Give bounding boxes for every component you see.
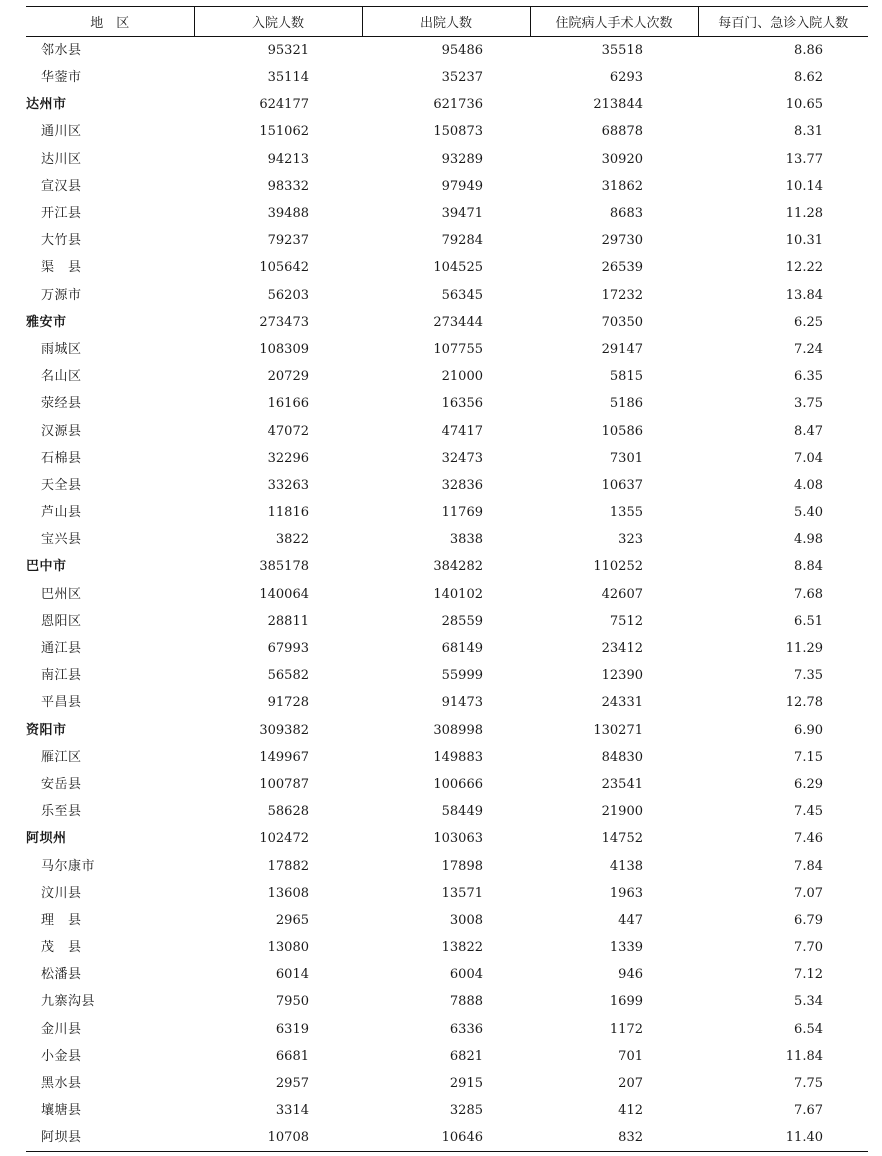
er-rate-cell: 8.84 bbox=[794, 559, 823, 575]
surgeries-cell: 6293 bbox=[609, 70, 643, 86]
er-rate-cell: 4.98 bbox=[794, 532, 823, 548]
admissions-cell: 13080 bbox=[267, 940, 309, 956]
admissions-cell: 102472 bbox=[259, 831, 309, 847]
surgeries-cell: 23541 bbox=[601, 776, 643, 792]
er-rate-cell: 7.15 bbox=[794, 749, 823, 765]
region-cell: 阿坝县 bbox=[26, 1124, 194, 1152]
surgeries-cell: 29730 bbox=[601, 233, 643, 249]
region-cell: 马尔康市 bbox=[41, 858, 96, 874]
surgeries-cell: 14752 bbox=[601, 831, 643, 847]
table-row bbox=[26, 417, 868, 444]
er-rate-cell: 7.70 bbox=[794, 940, 823, 956]
surgeries-cell: 130271 bbox=[593, 722, 643, 738]
admissions-cell: 47072 bbox=[267, 423, 309, 439]
table-row bbox=[26, 499, 868, 526]
table-row bbox=[26, 227, 868, 254]
discharges-cell: 3285 bbox=[449, 1103, 483, 1119]
admissions-cell: 11816 bbox=[267, 505, 309, 521]
er-rate-cell: 8.86 bbox=[794, 43, 823, 58]
table-row bbox=[26, 1124, 868, 1152]
discharges-cell: 28559 bbox=[441, 613, 483, 629]
table-row bbox=[26, 581, 868, 608]
admissions-cell: 140064 bbox=[259, 586, 309, 602]
er-rate-cell: 7.75 bbox=[794, 1076, 823, 1092]
admissions-cell: 6319 bbox=[275, 1021, 309, 1037]
table-row-city bbox=[26, 309, 868, 336]
discharges-cell: 621736 bbox=[433, 97, 483, 113]
header-row bbox=[26, 7, 868, 37]
er-rate-cell: 7.04 bbox=[794, 450, 823, 466]
er-rate-cell: 12.22 bbox=[785, 260, 823, 276]
er-rate-cell: 12.78 bbox=[785, 695, 823, 711]
region-cell: 达川区 bbox=[41, 151, 82, 167]
er-rate-cell: 10.31 bbox=[785, 233, 823, 249]
table-row bbox=[26, 852, 868, 879]
discharges-cell: 32836 bbox=[441, 477, 483, 493]
surgeries-cell: 10586 bbox=[601, 423, 643, 439]
surgeries-cell: 1172 bbox=[609, 1021, 643, 1037]
table-row bbox=[26, 689, 868, 716]
table-row bbox=[26, 934, 868, 961]
header-er-rate: 每百门、急诊入院人数 bbox=[698, 7, 868, 37]
discharges-cell: 13822 bbox=[441, 940, 483, 956]
surgeries-cell: 323 bbox=[618, 532, 643, 548]
er-rate-cell: 6.25 bbox=[794, 314, 823, 330]
admissions-cell: 149967 bbox=[259, 749, 309, 765]
region-cell: 巴州区 bbox=[41, 586, 82, 602]
admissions-cell: 6681 bbox=[275, 1048, 309, 1064]
surgeries-cell: 10637 bbox=[601, 477, 643, 493]
region-cell: 乐至县 bbox=[41, 804, 82, 820]
surgeries-cell: 68878 bbox=[601, 124, 643, 140]
discharges-cell: 35237 bbox=[441, 70, 483, 86]
surgeries-cell: 946 bbox=[618, 967, 643, 983]
region-cell: 汶川县 bbox=[41, 885, 82, 901]
surgeries-cell: 5815 bbox=[609, 369, 643, 385]
table-row bbox=[26, 526, 868, 553]
region-cell: 华蓥市 bbox=[41, 70, 82, 86]
surgeries-cell: 701 bbox=[618, 1048, 643, 1064]
er-rate-cell: 7.67 bbox=[794, 1103, 823, 1119]
surgeries-cell: 42607 bbox=[601, 586, 643, 602]
table-row-city bbox=[26, 825, 868, 852]
table-row bbox=[26, 1043, 868, 1070]
discharges-cell: 6336 bbox=[449, 1021, 483, 1037]
admissions-cell: 2957 bbox=[275, 1076, 309, 1092]
admissions-cell: 6014 bbox=[275, 967, 309, 983]
surgeries-cell: 110252 bbox=[593, 559, 643, 575]
region-cell: 茂 县 bbox=[41, 940, 82, 956]
discharges-cell: 103063 bbox=[433, 831, 483, 847]
admissions-cell: 309382 bbox=[259, 722, 309, 738]
er-rate-cell: 4.08 bbox=[794, 477, 823, 493]
table-row-city bbox=[26, 91, 868, 118]
admissions-cell: 273473 bbox=[259, 314, 309, 330]
surgeries-cell: 31862 bbox=[601, 178, 643, 194]
admissions-cell: 20729 bbox=[267, 369, 309, 385]
surgeries-cell: 17232 bbox=[601, 287, 643, 303]
er-rate-cell: 7.84 bbox=[794, 858, 823, 874]
admissions-cell: 67993 bbox=[267, 641, 309, 657]
admissions-cell: 7950 bbox=[275, 994, 309, 1010]
region-cell: 小金县 bbox=[41, 1048, 82, 1064]
admissions-cell: 2965 bbox=[275, 912, 309, 928]
region-cell: 恩阳区 bbox=[41, 613, 82, 629]
region-cell: 通川区 bbox=[41, 124, 82, 140]
region-cell: 邻水县 bbox=[41, 43, 82, 58]
region-cell: 南江县 bbox=[41, 668, 82, 684]
discharges-cell: 150873 bbox=[433, 124, 483, 140]
er-rate-cell: 10.14 bbox=[785, 178, 823, 194]
discharges-cell: 58449 bbox=[441, 804, 483, 820]
surgeries-cell: 1339 bbox=[609, 940, 643, 956]
surgeries-cell: 29147 bbox=[601, 341, 643, 357]
er-rate-cell: 6.90 bbox=[794, 722, 823, 738]
er-rate-cell: 11.40 bbox=[698, 1124, 868, 1152]
table-row bbox=[26, 798, 868, 825]
er-rate-cell: 6.54 bbox=[794, 1021, 823, 1037]
admissions-cell: 28811 bbox=[267, 613, 309, 629]
surgeries-cell: 7301 bbox=[609, 450, 643, 466]
discharges-cell: 55999 bbox=[441, 668, 483, 684]
er-rate-cell: 7.24 bbox=[794, 341, 823, 357]
surgeries-cell: 70350 bbox=[601, 314, 643, 330]
er-rate-cell: 7.07 bbox=[794, 885, 823, 901]
region-cell: 松潘县 bbox=[41, 967, 82, 983]
admissions-cell: 17882 bbox=[267, 858, 309, 874]
table-row bbox=[26, 118, 868, 145]
er-rate-cell: 11.84 bbox=[785, 1048, 823, 1064]
surgeries-cell: 30920 bbox=[601, 151, 643, 167]
table-row bbox=[26, 37, 868, 65]
region-cell: 万源市 bbox=[41, 287, 82, 303]
admissions-cell: 39488 bbox=[267, 206, 309, 222]
region-cell: 名山区 bbox=[41, 369, 82, 385]
discharges-cell: 7888 bbox=[449, 994, 483, 1010]
er-rate-cell: 10.65 bbox=[785, 97, 823, 113]
table-row bbox=[26, 64, 868, 91]
er-rate-cell: 11.29 bbox=[785, 641, 823, 657]
table-row bbox=[26, 336, 868, 363]
header-region: 地 区 bbox=[26, 7, 194, 37]
table-row bbox=[26, 390, 868, 417]
admissions-cell: 385178 bbox=[259, 559, 309, 575]
surgeries-cell: 8683 bbox=[609, 206, 643, 222]
discharges-cell: 13571 bbox=[441, 885, 483, 901]
hospital-admissions-table bbox=[26, 6, 868, 1152]
surgeries-cell: 1699 bbox=[609, 994, 643, 1010]
region-cell: 开江县 bbox=[41, 206, 82, 222]
discharges-cell: 91473 bbox=[441, 695, 483, 711]
table-row bbox=[26, 1070, 868, 1097]
er-rate-cell: 13.84 bbox=[785, 287, 823, 303]
er-rate-cell: 7.46 bbox=[794, 831, 823, 847]
admissions-cell: 33263 bbox=[267, 477, 309, 493]
discharges-cell: 104525 bbox=[433, 260, 483, 276]
discharges-cell: 21000 bbox=[441, 369, 483, 385]
table-row bbox=[26, 282, 868, 309]
surgeries-cell: 84830 bbox=[601, 749, 643, 765]
surgeries-cell: 5186 bbox=[609, 396, 643, 412]
region-cell: 渠 县 bbox=[41, 260, 82, 276]
surgeries-cell: 12390 bbox=[601, 668, 643, 684]
table-body bbox=[26, 37, 868, 1152]
er-rate-cell: 6.29 bbox=[794, 776, 823, 792]
discharges-cell: 10646 bbox=[362, 1124, 530, 1152]
region-cell: 阿坝州 bbox=[26, 831, 67, 847]
table-row bbox=[26, 1097, 868, 1124]
table-row bbox=[26, 907, 868, 934]
header-admissions: 入院人数 bbox=[194, 7, 362, 37]
er-rate-cell: 8.31 bbox=[794, 124, 823, 140]
discharges-cell: 16356 bbox=[441, 396, 483, 412]
discharges-cell: 79284 bbox=[441, 233, 483, 249]
region-cell: 安岳县 bbox=[41, 776, 82, 792]
region-cell: 汉源县 bbox=[41, 423, 82, 439]
region-cell: 达州市 bbox=[26, 97, 67, 113]
discharges-cell: 308998 bbox=[433, 722, 483, 738]
discharges-cell: 100666 bbox=[433, 776, 483, 792]
admissions-cell: 94213 bbox=[267, 151, 309, 167]
admissions-cell: 79237 bbox=[267, 233, 309, 249]
admissions-cell: 16166 bbox=[267, 396, 309, 412]
discharges-cell: 39471 bbox=[441, 206, 483, 222]
surgeries-cell: 4138 bbox=[609, 858, 643, 874]
table-row bbox=[26, 744, 868, 771]
admissions-cell: 624177 bbox=[259, 97, 309, 113]
header-discharges: 出院人数 bbox=[362, 7, 530, 37]
admissions-cell: 13608 bbox=[267, 885, 309, 901]
surgeries-cell: 1963 bbox=[609, 885, 643, 901]
discharges-cell: 56345 bbox=[441, 287, 483, 303]
region-cell: 壤塘县 bbox=[41, 1103, 82, 1119]
admissions-cell: 105642 bbox=[259, 260, 309, 276]
surgeries-cell: 23412 bbox=[601, 641, 643, 657]
region-cell: 平昌县 bbox=[41, 695, 82, 711]
discharges-cell: 3008 bbox=[449, 912, 483, 928]
table-row bbox=[26, 254, 868, 281]
discharges-cell: 97949 bbox=[441, 178, 483, 194]
table-row-city bbox=[26, 717, 868, 744]
region-cell: 天全县 bbox=[41, 477, 82, 493]
admissions-cell: 58628 bbox=[267, 804, 309, 820]
er-rate-cell: 5.40 bbox=[794, 505, 823, 521]
region-cell: 理 县 bbox=[41, 912, 82, 928]
region-cell: 雨城区 bbox=[41, 341, 82, 357]
admissions-cell: 98332 bbox=[267, 178, 309, 194]
discharges-cell: 3838 bbox=[449, 532, 483, 548]
region-cell: 通江县 bbox=[41, 641, 82, 657]
er-rate-cell: 7.45 bbox=[794, 804, 823, 820]
surgeries-cell: 447 bbox=[618, 912, 643, 928]
table-row bbox=[26, 961, 868, 988]
discharges-cell: 68149 bbox=[441, 641, 483, 657]
region-cell: 芦山县 bbox=[41, 505, 82, 521]
region-cell: 石棉县 bbox=[41, 450, 82, 466]
surgeries-cell: 35518 bbox=[601, 43, 643, 58]
discharges-cell: 140102 bbox=[433, 586, 483, 602]
discharges-cell: 93289 bbox=[441, 151, 483, 167]
discharges-cell: 107755 bbox=[433, 341, 483, 357]
er-rate-cell: 5.34 bbox=[794, 994, 823, 1010]
table-row bbox=[26, 445, 868, 472]
discharges-cell: 6821 bbox=[449, 1048, 483, 1064]
region-cell: 雁江区 bbox=[41, 749, 82, 765]
surgeries-cell: 832 bbox=[530, 1124, 698, 1152]
region-cell: 巴中市 bbox=[26, 559, 67, 575]
admissions-cell: 3822 bbox=[275, 532, 309, 548]
region-cell: 雅安市 bbox=[26, 314, 67, 330]
admissions-cell: 91728 bbox=[267, 695, 309, 711]
surgeries-cell: 213844 bbox=[593, 97, 643, 113]
discharges-cell: 384282 bbox=[433, 559, 483, 575]
er-rate-cell: 11.28 bbox=[785, 206, 823, 222]
discharges-cell: 47417 bbox=[441, 423, 483, 439]
surgeries-cell: 207 bbox=[618, 1076, 643, 1092]
surgeries-cell: 1355 bbox=[609, 505, 643, 521]
statistics-table-page bbox=[26, 6, 868, 1152]
region-cell: 资阳市 bbox=[26, 722, 67, 738]
admissions-cell: 56582 bbox=[267, 668, 309, 684]
region-cell: 宝兴县 bbox=[41, 532, 82, 548]
er-rate-cell: 8.62 bbox=[794, 70, 823, 86]
table-row bbox=[26, 1016, 868, 1043]
table-row bbox=[26, 662, 868, 689]
er-rate-cell: 8.47 bbox=[794, 423, 823, 439]
discharges-cell: 17898 bbox=[441, 858, 483, 874]
region-cell: 黑水县 bbox=[41, 1076, 82, 1092]
table-row-city bbox=[26, 553, 868, 580]
table-row bbox=[26, 363, 868, 390]
region-cell: 金川县 bbox=[41, 1021, 82, 1037]
admissions-cell: 3314 bbox=[275, 1103, 309, 1119]
table-row bbox=[26, 608, 868, 635]
discharges-cell: 11769 bbox=[441, 505, 483, 521]
surgeries-cell: 26539 bbox=[601, 260, 643, 276]
discharges-cell: 2915 bbox=[449, 1076, 483, 1092]
header-surgeries: 住院病人手术人次数 bbox=[530, 7, 698, 37]
discharges-cell: 32473 bbox=[441, 450, 483, 466]
surgeries-cell: 24331 bbox=[601, 695, 643, 711]
er-rate-cell: 6.51 bbox=[794, 613, 823, 629]
region-cell: 九寨沟县 bbox=[41, 994, 96, 1010]
er-rate-cell: 3.75 bbox=[794, 396, 823, 412]
surgeries-cell: 412 bbox=[618, 1103, 643, 1119]
admissions-cell: 100787 bbox=[259, 776, 309, 792]
table-row bbox=[26, 771, 868, 798]
table-row bbox=[26, 880, 868, 907]
surgeries-cell: 7512 bbox=[609, 613, 643, 629]
table-row bbox=[26, 635, 868, 662]
er-rate-cell: 6.35 bbox=[794, 369, 823, 385]
admissions-cell: 151062 bbox=[259, 124, 309, 140]
table-row bbox=[26, 146, 868, 173]
admissions-cell: 108309 bbox=[259, 341, 309, 357]
discharges-cell: 95486 bbox=[441, 43, 483, 58]
admissions-cell: 56203 bbox=[267, 287, 309, 303]
surgeries-cell: 21900 bbox=[601, 804, 643, 820]
admissions-cell: 35114 bbox=[267, 70, 309, 86]
table-row bbox=[26, 988, 868, 1015]
region-cell: 荥经县 bbox=[41, 396, 82, 412]
discharges-cell: 273444 bbox=[433, 314, 483, 330]
er-rate-cell: 13.77 bbox=[785, 151, 823, 167]
table-row bbox=[26, 472, 868, 499]
er-rate-cell: 7.12 bbox=[794, 967, 823, 983]
discharges-cell: 6004 bbox=[449, 967, 483, 983]
admissions-cell: 32296 bbox=[267, 450, 309, 466]
admissions-cell: 10708 bbox=[194, 1124, 362, 1152]
discharges-cell: 149883 bbox=[433, 749, 483, 765]
er-rate-cell: 6.79 bbox=[794, 912, 823, 928]
table-header bbox=[26, 7, 868, 37]
table-row bbox=[26, 173, 868, 200]
er-rate-cell: 7.35 bbox=[794, 668, 823, 684]
region-cell: 大竹县 bbox=[41, 233, 82, 249]
er-rate-cell: 7.68 bbox=[794, 586, 823, 602]
admissions-cell: 95321 bbox=[267, 43, 309, 58]
region-cell: 宣汉县 bbox=[41, 178, 82, 194]
table-row bbox=[26, 200, 868, 227]
